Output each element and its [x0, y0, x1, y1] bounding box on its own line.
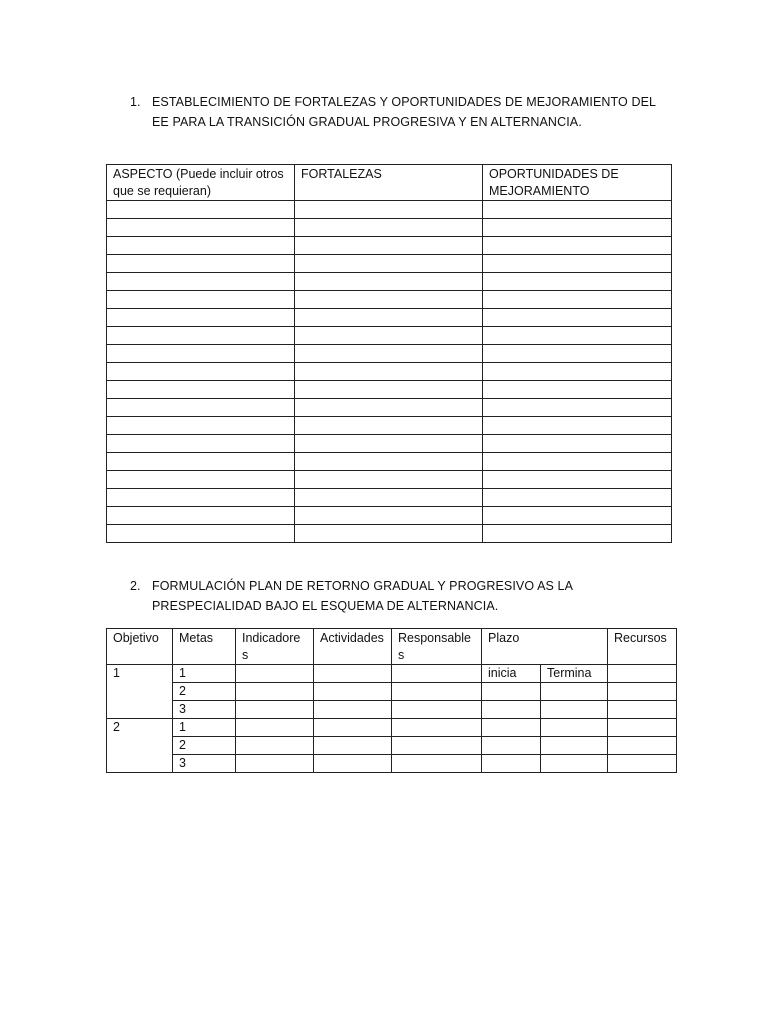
aspecto-cell[interactable] — [107, 291, 295, 309]
fortalezas-cell[interactable] — [295, 453, 483, 471]
section-2-heading — [130, 576, 672, 616]
oportunidades-cell[interactable] — [483, 381, 672, 399]
aspecto-cell[interactable] — [107, 309, 295, 327]
aspecto-cell[interactable] — [107, 345, 295, 363]
fortalezas-cell[interactable] — [295, 399, 483, 417]
meta-number: 3 — [173, 755, 236, 773]
plazo-termina-cell[interactable] — [541, 701, 608, 719]
recursos-cell[interactable] — [608, 755, 677, 773]
section-2-number: 2. — [130, 579, 141, 593]
table-row — [107, 291, 672, 309]
header-fortalezas: FORTALEZAS — [295, 165, 483, 201]
table-row — [107, 399, 672, 417]
recursos-cell[interactable] — [608, 701, 677, 719]
termina-label: Termina — [547, 666, 592, 680]
table-row — [107, 237, 672, 255]
fortalezas-cell[interactable] — [295, 489, 483, 507]
meta-number: 2 — [173, 683, 236, 701]
header-responsables: Responsable s — [392, 629, 482, 665]
plazo-inicia-cell[interactable] — [482, 719, 541, 737]
indicadores-cell[interactable] — [236, 665, 314, 683]
plazo-termina-cell[interactable] — [541, 719, 608, 737]
fortalezas-cell[interactable] — [295, 525, 483, 543]
oportunidades-cell[interactable] — [483, 417, 672, 435]
oportunidades-cell[interactable] — [483, 201, 672, 219]
aspecto-cell[interactable] — [107, 255, 295, 273]
table-header-row — [107, 629, 677, 665]
table-row — [107, 345, 672, 363]
header-recursos: Recursos — [608, 629, 677, 665]
oportunidades-cell[interactable] — [483, 399, 672, 417]
table-row — [107, 363, 672, 381]
table-header-row — [107, 165, 672, 201]
fortalezas-cell[interactable] — [295, 237, 483, 255]
aspecto-cell[interactable] — [107, 507, 295, 525]
oportunidades-cell[interactable] — [483, 291, 672, 309]
table-row — [107, 435, 672, 453]
fortalezas-cell[interactable] — [295, 435, 483, 453]
fortalezas-cell[interactable] — [295, 381, 483, 399]
table-row — [107, 453, 672, 471]
table-row — [107, 755, 677, 773]
table-row — [107, 719, 677, 737]
meta-number: 3 — [173, 701, 236, 719]
actividades-cell[interactable] — [314, 665, 392, 683]
table-row — [107, 525, 672, 543]
fortalezas-cell[interactable] — [295, 417, 483, 435]
header-objetivo: Objetivo — [107, 629, 173, 665]
plazo-termina-cell[interactable] — [541, 683, 608, 701]
section-1-number: 1. — [130, 95, 141, 109]
aspecto-cell[interactable] — [107, 399, 295, 417]
aspecto-cell[interactable] — [107, 363, 295, 381]
aspecto-cell[interactable] — [107, 471, 295, 489]
oportunidades-cell[interactable] — [483, 255, 672, 273]
table-row — [107, 471, 672, 489]
indicadores-cell[interactable] — [236, 737, 314, 755]
fortalezas-cell[interactable] — [295, 363, 483, 381]
fortalezas-cell[interactable] — [295, 309, 483, 327]
oportunidades-cell[interactable] — [483, 273, 672, 291]
responsables-cell[interactable] — [392, 665, 482, 683]
indicadores-cell[interactable] — [236, 755, 314, 773]
recursos-cell[interactable] — [608, 683, 677, 701]
responsables-cell[interactable] — [392, 755, 482, 773]
table-row — [107, 737, 677, 755]
table-row — [107, 327, 672, 345]
responsables-cell[interactable] — [392, 683, 482, 701]
indicadores-cell[interactable] — [236, 719, 314, 737]
header-plazo: Plazo — [482, 629, 608, 665]
aspecto-cell[interactable] — [107, 201, 295, 219]
table-row — [107, 507, 672, 525]
oportunidades-cell[interactable] — [483, 219, 672, 237]
fortalezas-cell[interactable] — [295, 291, 483, 309]
oportunidades-cell[interactable] — [483, 363, 672, 381]
actividades-cell[interactable] — [314, 755, 392, 773]
aspecto-cell[interactable] — [107, 219, 295, 237]
plazo-termina-label — [541, 665, 608, 683]
aspecto-cell[interactable] — [107, 327, 295, 345]
fortalezas-cell[interactable] — [295, 327, 483, 345]
table-row — [107, 683, 677, 701]
plazo-inicia-cell[interactable] — [482, 683, 541, 701]
table-row — [107, 201, 672, 219]
meta-number: 2 — [173, 737, 236, 755]
objective-id: 1 — [107, 665, 173, 719]
oportunidades-cell[interactable] — [483, 345, 672, 363]
aspecto-cell[interactable] — [107, 417, 295, 435]
plazo-inicia-cell[interactable] — [482, 701, 541, 719]
oportunidades-cell[interactable] — [483, 453, 672, 471]
plazo-termina-cell[interactable] — [541, 737, 608, 755]
aspecto-cell[interactable] — [107, 237, 295, 255]
aspecto-cell[interactable] — [107, 525, 295, 543]
header-aspecto: ASPECTO (Puede incluir otros que se requieran) — [107, 165, 295, 201]
table-row — [107, 309, 672, 327]
oportunidades-cell[interactable] — [483, 237, 672, 255]
oportunidades-cell[interactable] — [483, 507, 672, 525]
header-oportunidades: OPORTUNIDADES DE MEJORAMIENTO — [483, 165, 672, 201]
responsables-cell[interactable] — [392, 701, 482, 719]
aspecto-cell[interactable] — [107, 273, 295, 291]
objective-id: 2 — [107, 719, 173, 773]
strengths-opportunities-table — [106, 164, 672, 543]
recursos-cell[interactable] — [608, 719, 677, 737]
oportunidades-cell[interactable] — [483, 489, 672, 507]
header-indicadores: Indicadore s — [236, 629, 314, 665]
section-1-title: ESTABLECIMIENTO DE FORTALEZAS Y OPORTUNIDADES DE MEJORAMIENTO DEL EE PARA LA TRANSICIÓN GRADUAL PROGRESIVA Y EN ALTERNANCIA. — [152, 95, 656, 129]
meta-number: 1 — [173, 665, 236, 683]
fortalezas-cell[interactable] — [295, 273, 483, 291]
table-row — [107, 701, 677, 719]
aspecto-cell[interactable] — [107, 489, 295, 507]
inicia-label: inicia — [488, 666, 517, 680]
responsables-cell[interactable] — [392, 719, 482, 737]
fortalezas-cell[interactable] — [295, 471, 483, 489]
oportunidades-cell[interactable] — [483, 471, 672, 489]
aspecto-cell[interactable] — [107, 381, 295, 399]
fortalezas-cell[interactable] — [295, 345, 483, 363]
table-row — [107, 489, 672, 507]
actividades-cell[interactable] — [314, 701, 392, 719]
actividades-cell[interactable] — [314, 683, 392, 701]
section-2-title: FORMULACIÓN PLAN DE RETORNO GRADUAL Y PROGRESIVO AS LA PRESPECIALIDAD BAJO EL ESQUEMA DE ALTERNANCIA. — [152, 579, 573, 613]
responsables-cell[interactable] — [392, 737, 482, 755]
plazo-inicia-label — [482, 665, 541, 683]
aspecto-cell[interactable] — [107, 435, 295, 453]
header-actividades: Actividades — [314, 629, 392, 665]
plazo-inicia-cell[interactable] — [482, 755, 541, 773]
fortalezas-cell[interactable] — [295, 201, 483, 219]
table-row — [107, 665, 677, 683]
actividades-cell[interactable] — [314, 737, 392, 755]
table-row — [107, 381, 672, 399]
oportunidades-cell[interactable] — [483, 435, 672, 453]
oportunidades-cell[interactable] — [483, 327, 672, 345]
table-row — [107, 417, 672, 435]
oportunidades-cell[interactable] — [483, 525, 672, 543]
fortalezas-cell[interactable] — [295, 219, 483, 237]
oportunidades-cell[interactable] — [483, 309, 672, 327]
recursos-cell[interactable] — [608, 665, 677, 683]
header-metas: Metas — [173, 629, 236, 665]
fortalezas-cell[interactable] — [295, 255, 483, 273]
meta-number: 1 — [173, 719, 236, 737]
table-row — [107, 255, 672, 273]
table-row — [107, 273, 672, 291]
indicadores-cell[interactable] — [236, 701, 314, 719]
indicadores-cell[interactable] — [236, 683, 314, 701]
table-row — [107, 219, 672, 237]
return-plan-table — [106, 628, 677, 773]
actividades-cell[interactable] — [314, 719, 392, 737]
recursos-cell[interactable] — [608, 737, 677, 755]
section-1-heading — [130, 92, 672, 132]
plazo-termina-cell[interactable] — [541, 755, 608, 773]
plazo-inicia-cell[interactable] — [482, 737, 541, 755]
fortalezas-cell[interactable] — [295, 507, 483, 525]
aspecto-cell[interactable] — [107, 453, 295, 471]
